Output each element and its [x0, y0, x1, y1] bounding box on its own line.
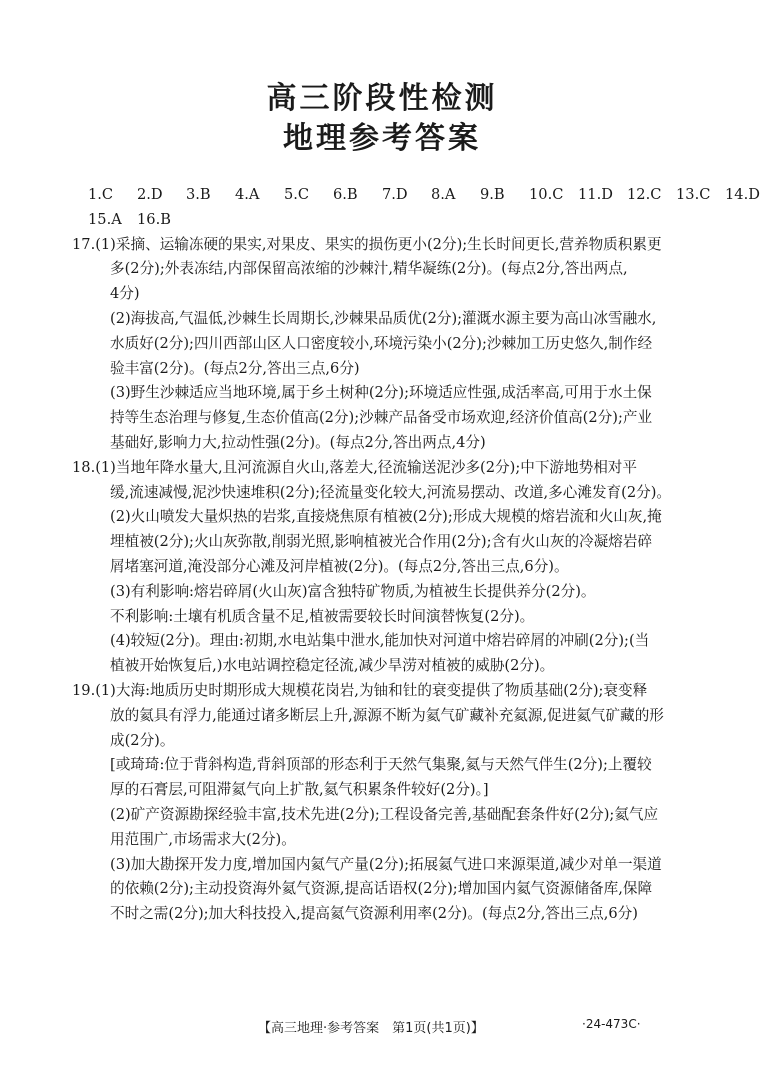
- choice-answer: 1.C: [88, 186, 114, 203]
- choice-answer: 7.D: [382, 186, 408, 203]
- question-19: [72, 679, 692, 927]
- q18-line: 屑堵塞河道,淹没部分心滩及河岸植被(2分)。(每点2分,答出三点,6分)。: [110, 557, 569, 575]
- choice-answer: 8.A: [431, 186, 456, 203]
- choice-answer: 5.C: [284, 186, 310, 203]
- choice-answer: 6.B: [333, 186, 358, 203]
- choice-answers-row-1: [88, 183, 760, 208]
- page-footer-code: ·24-473C·: [582, 1017, 641, 1031]
- choice-answer: 10.C: [529, 186, 564, 203]
- page-footer-label: 【高三地理·参考答案 第1页(共1页)】: [258, 1021, 484, 1036]
- choice-answers-row-2: [88, 208, 692, 233]
- q18-line: 植被开始恢复后,)水电站调控稳定径流,减少旱涝对植被的威胁(2分)。: [110, 657, 555, 675]
- q17-line: 基础好,影响力大,拉动性强(2分)。(每点2分,答出两点,4分): [110, 433, 486, 451]
- q17-line: 4分): [110, 285, 140, 303]
- choice-answer: 16.B: [137, 210, 171, 228]
- q19-line: 厚的石膏层,可阻滞氦气向上扩散,氦气积累条件较好(2分)。]: [110, 781, 489, 799]
- q18-line: (3)有利影响:熔岩碎屑(火山灰)富含独特矿物质,为植被生长提供养分(2分)。: [110, 582, 596, 600]
- answer-body: [72, 183, 760, 927]
- q18-line: 18.(1)当地年降水量大,且河流源自火山,落差大,径流输送泥沙多(2分);中下游地势相对平: [72, 458, 637, 476]
- q19-line: (3)加大勘探开发力度,增加国内氦气产量(2分);拓展氦气进口来源渠道,减少对单一渠道: [110, 855, 662, 873]
- page-title: 高三阶段性检测: [266, 81, 498, 116]
- q19-line: 成(2分)。: [110, 731, 175, 749]
- q18-line: (2)火山喷发大量炽热的岩浆,直接烧焦原有植被(2分);形成大规模的熔岩流和火山灰,掩: [110, 508, 662, 526]
- q19-line: 放的氦具有浮力,能通过诸多断层上升,源源不断为氦气矿藏补充氦源,促进氦气矿藏的形: [110, 706, 664, 724]
- q17-line: 多(2分);外表冻结,内部保留高浓缩的沙棘汁,精华凝练(2分)。(每点2分,答出两点,: [110, 260, 628, 278]
- q17-line: 水质好(2分);四川西部山区人口密度较小,环境污染小(2分);沙棘加工历史悠久,制作经: [110, 334, 653, 352]
- choice-answer: 14.D: [725, 186, 760, 203]
- question-17: [72, 233, 692, 456]
- question-18: [72, 456, 692, 679]
- q19-line: 不时之需(2分);加大科技投入,提高氦气资源利用率(2分)。(每点2分,答出三点,6分): [110, 905, 638, 923]
- q17-line: (3)野生沙棘适应当地环境,属于乡土树种(2分);环境适应性强,成活率高,可用于水土保: [110, 384, 652, 402]
- q17-line: 持等生态治理与修复,生态价值高(2分);沙棘产品备受市场欢迎,经济价值高(2分);产业: [110, 409, 653, 427]
- q19-line: [或琦琦:位于背斜构造,背斜顶部的形态利于天然气集聚,氦与天然气伴生(2分);上覆较: [110, 756, 652, 774]
- choice-answer: 13.C: [676, 186, 711, 203]
- choice-answer: 12.C: [627, 186, 662, 203]
- choice-answer: 3.B: [186, 186, 211, 203]
- q18-line: (4)较短(2分)。理由:初期,水电站集中泄水,能加快对河道中熔岩碎屑的冲刷(2分);(当: [110, 632, 650, 650]
- q18-line: 埋植被(2分);火山灰弥散,削弱光照,影响植被光合作用(2分);含有火山灰的冷凝熔岩碎: [110, 533, 653, 551]
- choice-answer: 9.B: [480, 186, 505, 203]
- q19-line: 19.(1)大海:地质历史时期形成大规模花岗岩,为铀和钍的衰变提供了物质基础(2分);衰变释: [72, 681, 648, 699]
- q19-line: 用范围广,市场需求大(2分)。: [110, 830, 296, 848]
- q19-line: (2)矿产资源勘探经验丰富,技术先进(2分);工程设备完善,基础配套条件好(2分);氦气应: [110, 805, 659, 823]
- q17-line: (2)海拔高,气温低,沙棘生长周期长,沙棘果品质优(2分);灌溉水源主要为高山冰雪融水,: [110, 309, 657, 327]
- choice-answer: 15.A: [88, 210, 122, 228]
- choice-answer: 2.D: [137, 186, 163, 203]
- q19-line: 的依赖(2分);主动投资海外氦气资源,提高话语权(2分);增加国内氦气资源储备库,保障: [110, 880, 653, 898]
- page-subtitle: 地理参考答案: [283, 121, 481, 156]
- choice-answer: 4.A: [235, 186, 260, 203]
- q18-line: 不利影响:土壤有机质含量不足,植被需要较长时间演替恢复(2分)。: [110, 607, 535, 625]
- q17-line: 17.(1)采摘、运输冻硬的果实,对果皮、果实的损伤更小(2分);生长时间更长,营养物质积累更: [72, 235, 662, 253]
- q18-line: 缓,流速减慢,泥沙快速堆积(2分);径流量变化较大,河流易摆动、改道,多心滩发育(2分)。: [110, 483, 672, 501]
- choice-answer: 11.D: [578, 186, 613, 203]
- q17-line: 验丰富(2分)。(每点2分,答出三点,6分): [110, 359, 360, 377]
